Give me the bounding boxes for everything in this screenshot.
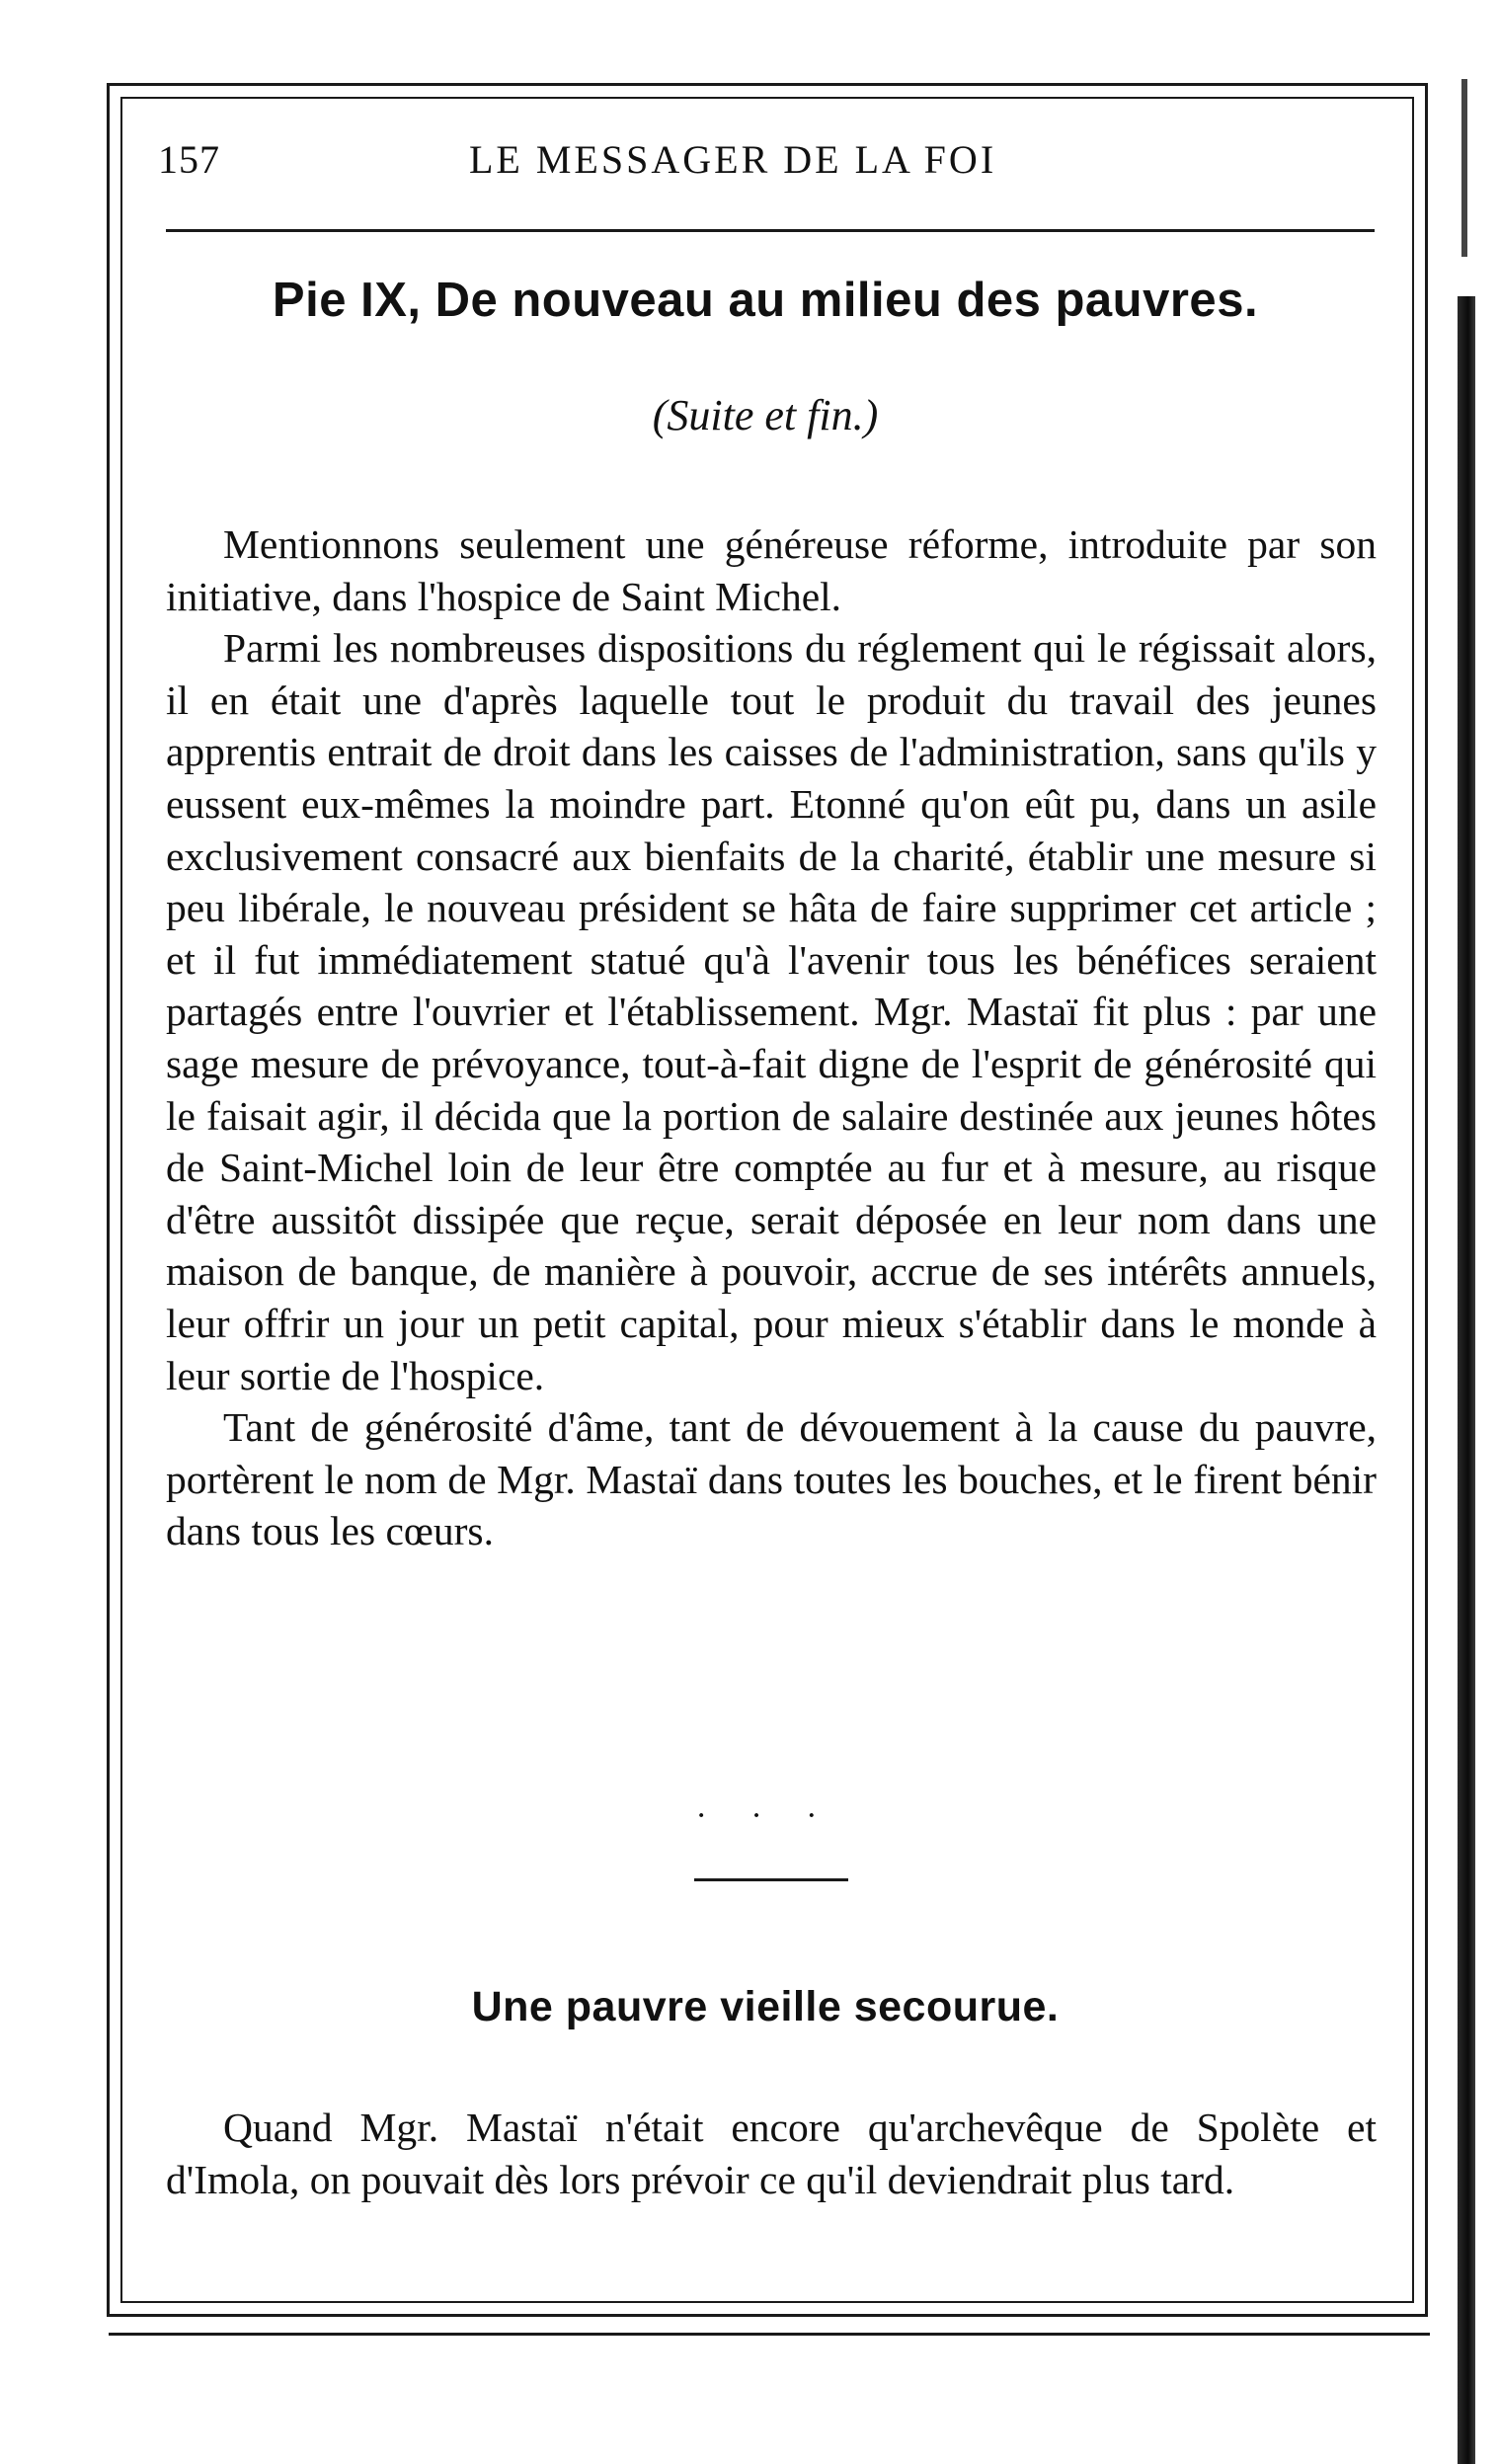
second-article-title: Une pauvre vieille secourue. xyxy=(471,1983,1060,2030)
paragraph: Parmi les nombreuses dispositions du réglement qui le régissait alors, il en était une d'après laquelle tout le produit du travail des jeunes apprentis entrait de droit dans les caisses de l'administration, sans qu'ils y eussent eux-mêmes la moindre part. Etonné qu'on eût pu, dans un asile exclusivement consacré aux bienfaits de la charité, établir une mesure si peu libérale, le nouveau président se hâta de faire supprimer cet article ; et il fut immédiatement statué qu'à l'avenir tous les bénéfices seraient partagés entre l'ouvrier et l'établissement. Mgr. Mastaï fit plus : par une sage mesure de prévoyance, tout-à-fait digne de l'esprit de générosité qui le faisait agir, il décida que la portion de salaire destinée aux jeunes hôtes de Saint-Michel loin de leur être comptée au fur et à mesure, au risque d'être aussitôt dissipée que reçue, serait déposée en leur nom dans une maison de banque, de manière à pouvoir, accrue de ses intérêts annuels, leur offrir un jour un petit capital, pour mieux s'établir dans le monde à leur sortie de l'hospice. xyxy=(166,625,1377,1398)
article-subtitle: (Suite et fin.) xyxy=(652,391,879,439)
article-body xyxy=(166,518,1377,1557)
bottom-rule xyxy=(109,2333,1430,2336)
binding-edge-top xyxy=(1461,79,1467,257)
running-title: LE MESSAGER DE LA FOI xyxy=(469,137,997,182)
second-article-body xyxy=(166,2102,1377,2205)
page-number: 157 xyxy=(158,137,220,182)
article-title: Pie IX, De nouveau au milieu des pauvres. xyxy=(272,274,1259,327)
header-rule xyxy=(166,229,1375,232)
running-header xyxy=(158,136,1373,196)
paragraph: Mentionnons seulement une généreuse réforme, introduite par son initiative, dans l'hospice de Saint Michel. xyxy=(166,521,1377,619)
paragraph: Quand Mgr. Mastaï n'était encore qu'archevêque de Spolète et d'Imola, on pouvait dès lors prévoir ce qu'il deviendrait plus tard. xyxy=(166,2105,1377,2202)
binding-edge xyxy=(1458,296,1475,2464)
paragraph: Tant de générosité d'âme, tant de dévouement à la cause du pauvre, portèrent le nom de Mgr. Mastaï dans toutes les bouches, et le firent bénir dans tous les cœurs. xyxy=(166,1404,1377,1554)
section-rule xyxy=(694,1878,848,1881)
section-ellipsis: · · · xyxy=(695,1797,835,1834)
